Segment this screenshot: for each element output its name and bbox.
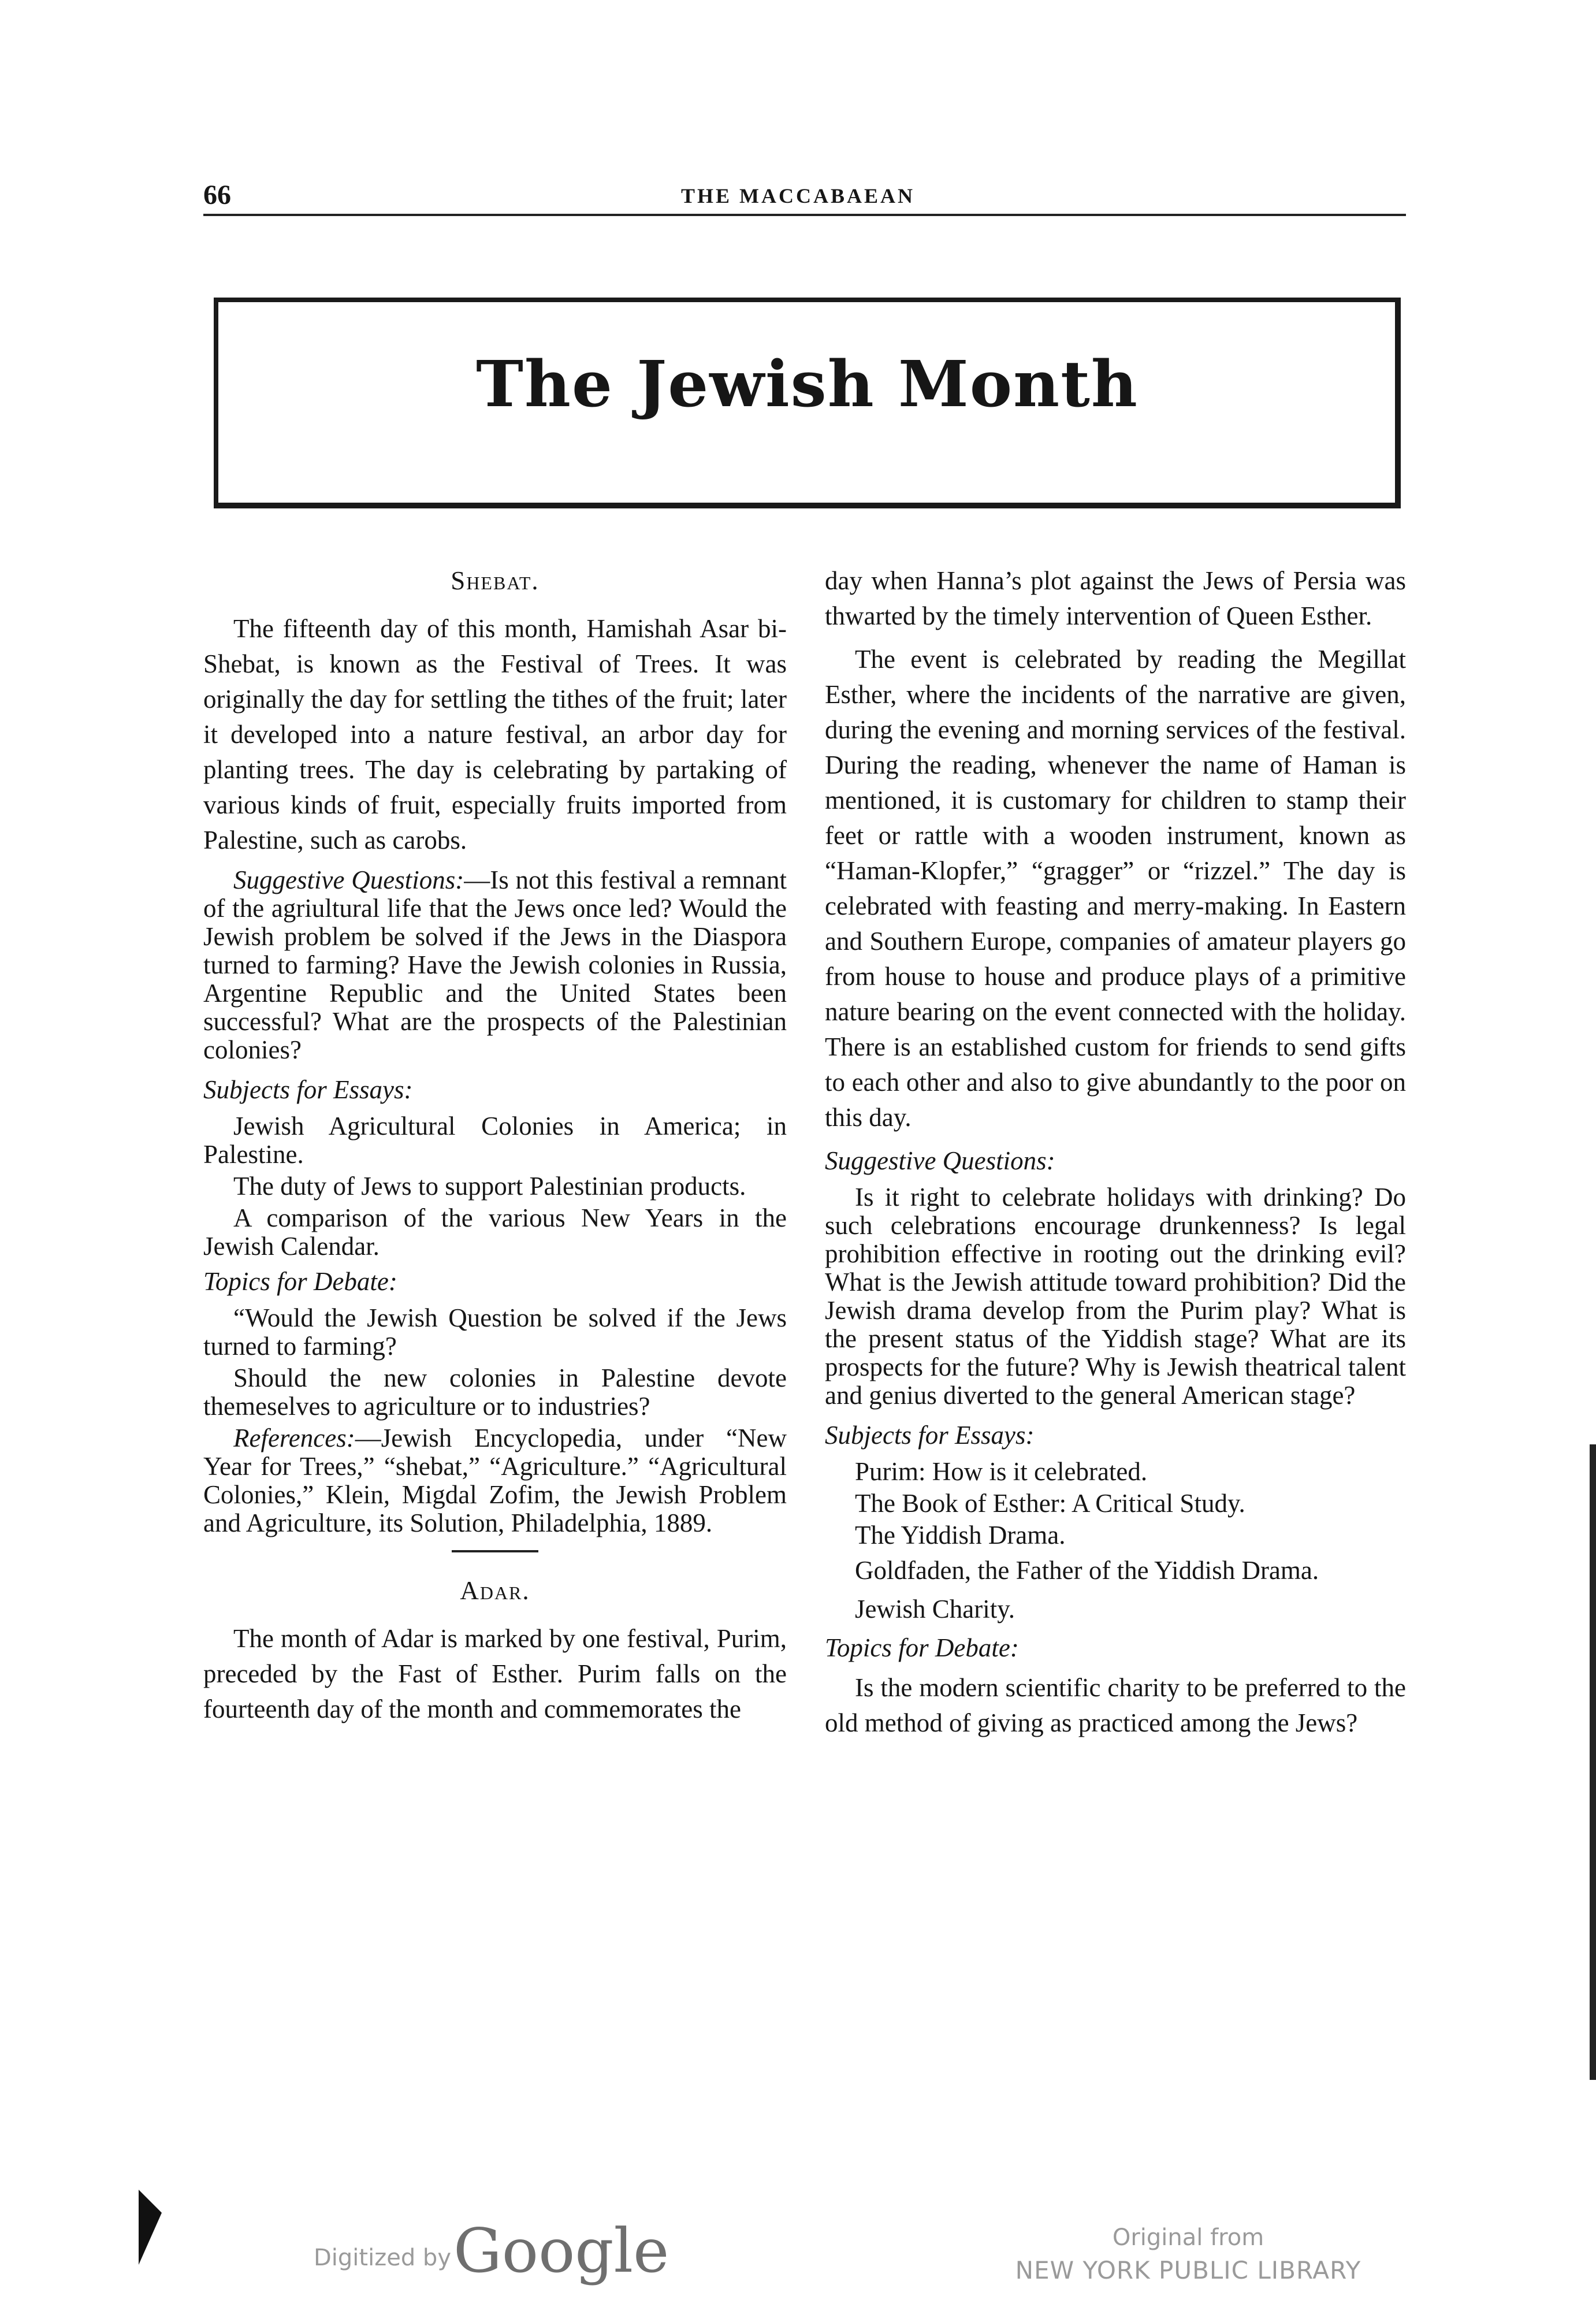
original-from-label: Original from [1112,2224,1264,2251]
essays-label: Subjects for Essays: [203,1075,413,1104]
essay-item: Purim: How is it celebrated. [855,1457,1148,1486]
references-text: —Jewish Encyclopedia, under “New Year for Trees,” “shebat,” “Agriculture.” “Agricultural Colonies,” Klein, Migdal Zofim, the Jewish Problem and Agriculture, its Solution, Philadelphia, 1889. [203,1424,787,1537]
essay-item: Goldfaden, the Father of the Yiddish Drama. [855,1556,1319,1585]
essay-item: The duty of Jews to support Palestinian products. [233,1172,746,1201]
header-rule [203,214,1406,216]
essays-label: Subjects for Essays: [825,1421,1035,1450]
left-column [203,563,787,1735]
google-logo: Google [453,2216,669,2286]
debate-text: Is the modern scientific charity to be preferred to the old method of giving as practiced among the Jews? [825,1673,1406,1737]
debate-item: Should the new colonies in Palestine devote themeselves to agriculture or to industries? [203,1363,787,1421]
debate-item: “Would the Jewish Question be solved if the Jews turned to farming? [203,1303,787,1361]
essay-item: A comparison of the various New Years in the Jewish Calendar. [203,1203,787,1261]
right-column [825,563,1406,1749]
shebat-paragraph: The fifteenth day of this month, Hamishah Asar bi-Shebat, is known as the Festival of Trees. It was originally the day for settling the tithes of the fruit; later it developed into a nature festival, an arbor day for planting trees. The day is celebrating by partaking of various kinds of fruit, especially fruits imported from Palestine, such as carobs. [203,614,787,854]
shebat-heading: Shebat. [451,566,540,595]
binding-shadow [1590,1444,1596,2080]
essay-item: Jewish Charity. [855,1595,1015,1623]
essay-item: The Yiddish Drama. [855,1521,1066,1550]
section-title: The Jewish Month [476,347,1139,421]
references [203,1424,787,1537]
running-title: THE MACCABAEAN [680,184,915,207]
essay-item: Jewish Agricultural Colonies in America; in Palestine. [203,1112,787,1169]
adar-heading: Adar. [460,1576,530,1605]
section-divider [452,1550,538,1552]
questions-label: Suggestive Questions: [233,865,464,894]
questions-text: Is it right to celebrate holidays with drinking? Do such celebrations encourage drunkenness? Is legal prohibition effective in rooting out the drinking evil? What is the Jewish attitude toward prohibition? Did the Jewish drama develop from the Purim play? What is the present status of the Yiddish stage? What are its prospects for the future? Why is Jewish theatrical talent and genius diverted to the general American stage? [825,1183,1406,1410]
questions-label: Suggestive Questions: [825,1146,1055,1175]
shebat-questions [203,866,787,1064]
library-name: NEW YORK PUBLIC LIBRARY [1015,2256,1361,2284]
event-paragraph: The event is celebrated by reading the Megillat Esther, where the incidents of the narrative are given, during the evening and morning services of the festival. During the reading, whenever the name of Haman is mentioned, it is customary for children to stamp their feet or rattle with a wooden instrument, known as “Haman-Klopfer,” “gragger” or “rizzel.” The day is celebrated with feasting and merry-making. In Eastern and Southern Europe, companies of amateur players go from house to house and produce plays of a primitive nature bearing on the event connected with the holiday. There is an established custom for friends to send gifts to each other and also to give abundantly to the poor on this day. [825,645,1406,1132]
page-number: 66 [203,180,231,210]
digitized-label: Digitized by [314,2245,451,2271]
references-label: References: [233,1424,355,1452]
continuation-paragraph: day when Hanna’s plot against the Jews of Persia was thwarted by the timely intervention of Queen Esther. [825,566,1406,630]
debate-label: Topics for Debate: [825,1633,1019,1662]
corner-mark [139,2190,162,2265]
essay-item: The Book of Esther: A Critical Study. [855,1489,1245,1518]
debate-label: Topics for Debate: [203,1267,397,1296]
questions-text: —Is not this festival a remnant of the agriultural life that the Jews once led? Would the Jewish problem be solved if the Jews in the Diaspora turned to farming? Have the Jewish colonies in Russia, Argentine Republic and the United States been successful? What are the prospects of the Palestinian colonies? [203,865,787,1064]
adar-paragraph: The month of Adar is marked by one festival, Purim, preceded by the Fast of Esther. Purim falls on the fourteenth day of the month and commemorates the [203,1624,787,1723]
